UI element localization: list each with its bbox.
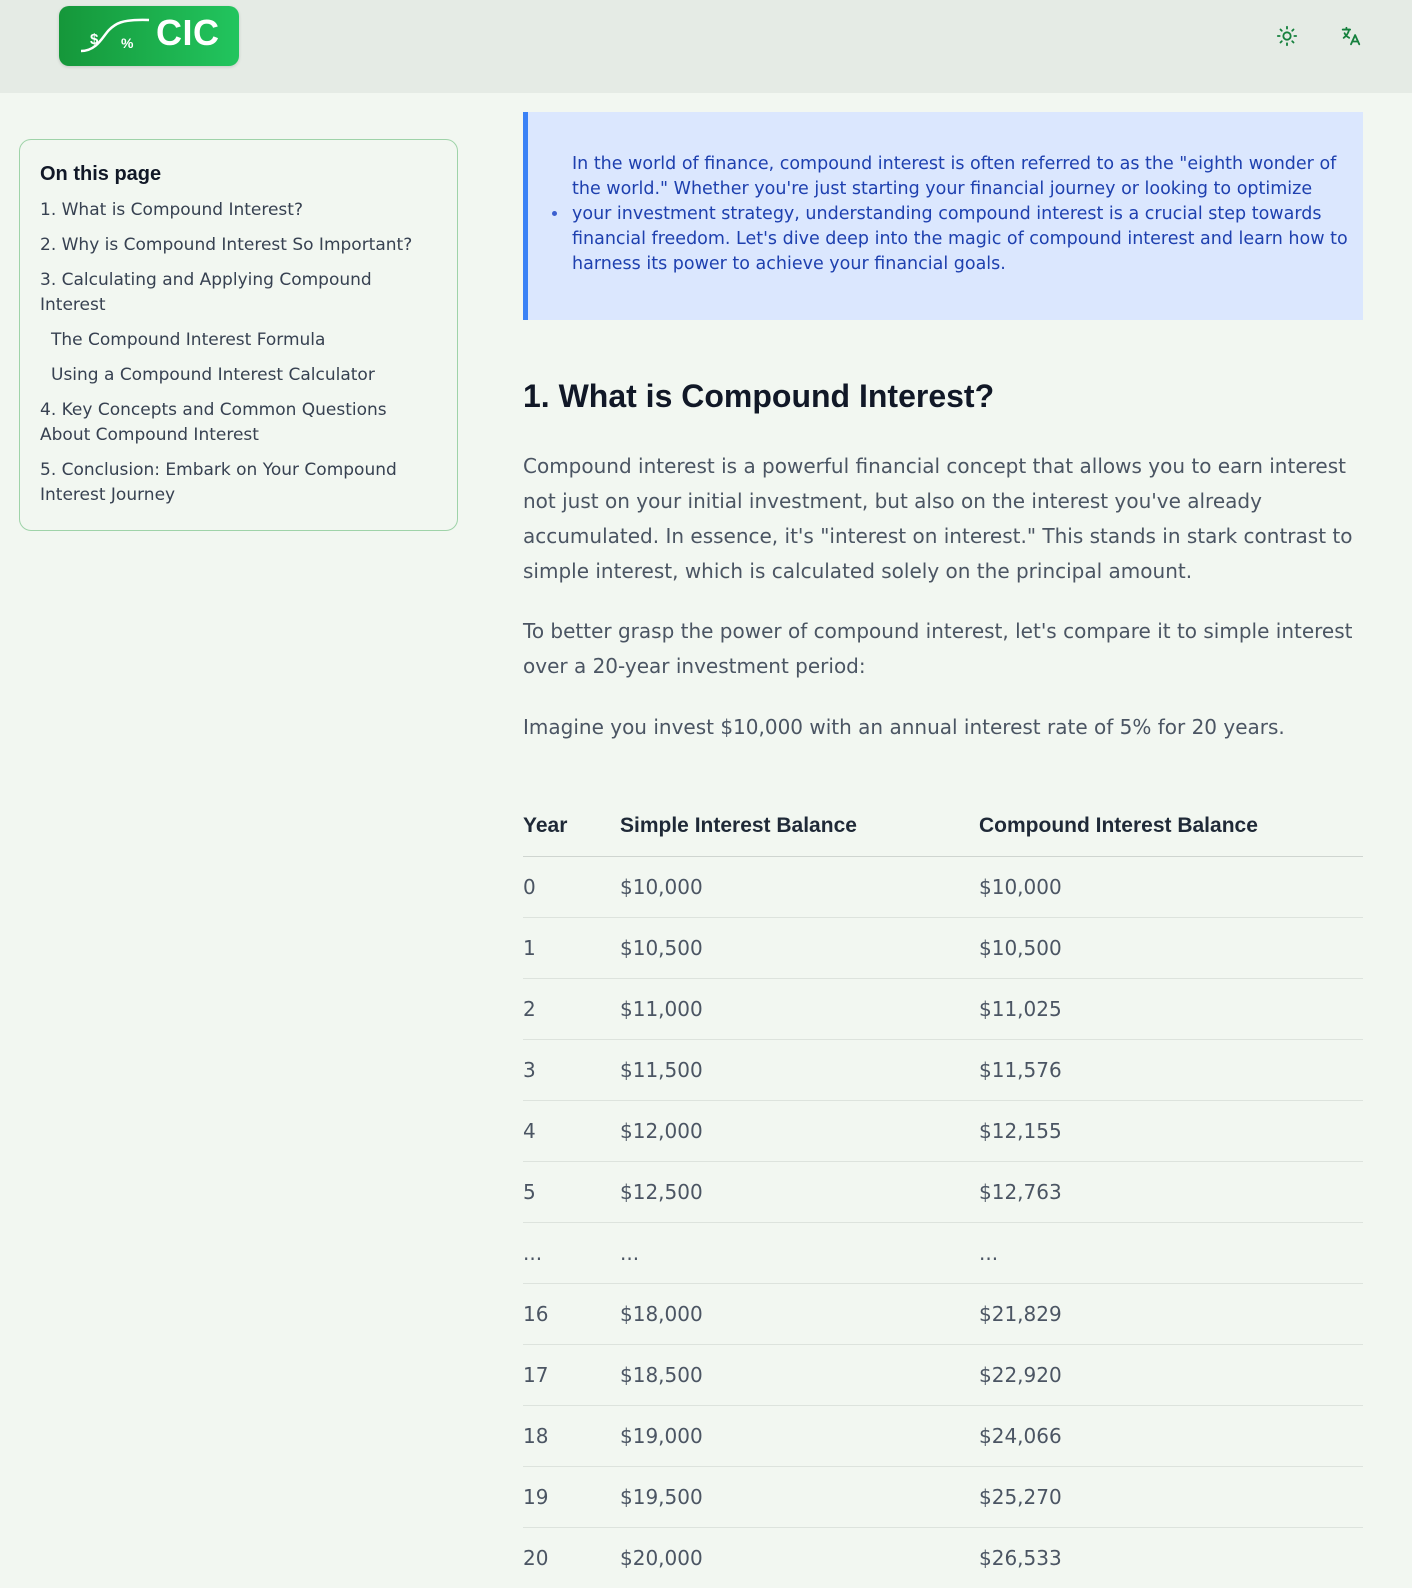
- cell-compound-balance: $22,920: [979, 1344, 1363, 1405]
- svg-text:%: %: [121, 35, 134, 51]
- svg-text:$: $: [90, 31, 99, 48]
- dollar-percent-curve-icon: [59, 6, 159, 66]
- cell-year: 17: [523, 1344, 620, 1405]
- cell-simple-balance: $18,000: [620, 1283, 979, 1344]
- cell-compound-balance: ...: [979, 1222, 1363, 1283]
- cell-compound-balance: $21,829: [979, 1283, 1363, 1344]
- table-row: [523, 856, 1363, 917]
- toc-link-why-important[interactable]: 2. Why is Compound Interest So Important?: [40, 235, 413, 255]
- cell-year: ...: [523, 1222, 620, 1283]
- bullet-icon: [552, 211, 557, 216]
- toc-link-formula[interactable]: The Compound Interest Formula: [51, 330, 326, 350]
- site-header: [0, 0, 1412, 93]
- table-row: [523, 1527, 1363, 1588]
- cell-simple-balance: $12,500: [620, 1161, 979, 1222]
- sun-icon: [1276, 25, 1298, 47]
- section-heading: 1. What is Compound Interest?: [523, 378, 995, 414]
- table-row: [523, 1100, 1363, 1161]
- site-logo[interactable]: [59, 6, 239, 66]
- toc-title: On this page: [40, 163, 162, 185]
- cell-compound-balance: $11,576: [979, 1039, 1363, 1100]
- paragraph: Imagine you invest $10,000 with an annual interest rate of 5% for 20 years.: [523, 715, 1285, 739]
- table-row: [523, 917, 1363, 978]
- cell-year: 2: [523, 978, 620, 1039]
- cell-year: 16: [523, 1283, 620, 1344]
- table-header-row: [523, 796, 1363, 856]
- cell-compound-balance: $24,066: [979, 1405, 1363, 1466]
- column-header-compound: Compound Interest Balance: [979, 796, 1363, 856]
- cell-simple-balance: $11,000: [620, 978, 979, 1039]
- table-row: [523, 1222, 1363, 1283]
- cell-year: 20: [523, 1545, 549, 1570]
- cell-simple-balance: ...: [620, 1222, 979, 1283]
- cell-compound-balance: $10,500: [979, 917, 1363, 978]
- column-header-simple: Simple Interest Balance: [620, 796, 979, 856]
- cell-year: 1: [523, 917, 620, 978]
- toc-link-calculating-applying[interactable]: 3. Calculating and Applying Compound Interest: [40, 270, 372, 315]
- toc-link-calculator[interactable]: Using a Compound Interest Calculator: [51, 365, 375, 385]
- toc-link-what-is-compound-interest[interactable]: 1. What is Compound Interest?: [40, 200, 303, 220]
- cell-year: 19: [523, 1466, 620, 1527]
- table-row: [523, 1161, 1363, 1222]
- cell-compound-balance: $11,025: [979, 978, 1363, 1039]
- cell-simple-balance: $20,000: [620, 1545, 703, 1570]
- cell-simple-balance: $18,500: [620, 1344, 979, 1405]
- table-of-contents: [19, 139, 458, 531]
- table-row: [523, 1283, 1363, 1344]
- table-row: [523, 1344, 1363, 1405]
- language-button[interactable]: [1335, 20, 1367, 52]
- interest-comparison-table: [523, 796, 1363, 1588]
- cell-simple-balance: $19,000: [620, 1405, 979, 1466]
- cell-year: 0: [523, 856, 620, 917]
- cell-simple-balance: $11,500: [620, 1039, 979, 1100]
- cell-compound-balance: $12,763: [979, 1161, 1363, 1222]
- table-row: [523, 1466, 1363, 1527]
- table-row: [523, 978, 1363, 1039]
- theme-toggle-button[interactable]: [1271, 20, 1303, 52]
- cell-compound-balance: $10,000: [979, 856, 1363, 917]
- callout-text: In the world of finance, compound interest is often referred to as the "eighth wonder of the world." Whether you're just starting your financial journey or looking to optimize your investment strategy, understanding compound interest is a crucial step towards financial freedom. Let's dive deep into the magic of compound interest and learn how to harness its power to achieve your financial goals.: [572, 154, 1348, 274]
- logo-text: CIC: [156, 12, 220, 53]
- intro-callout: [523, 112, 1363, 320]
- paragraph: To better grasp the power of compound interest, let's compare it to simple interest over a 20-year investment period:: [523, 619, 1353, 678]
- cell-year: 5: [523, 1161, 620, 1222]
- cell-simple-balance: $10,500: [620, 917, 979, 978]
- cell-compound-balance: $12,155: [979, 1100, 1363, 1161]
- column-header-year: Year: [523, 796, 620, 856]
- translate-icon: [1340, 25, 1362, 47]
- cell-compound-balance: $26,533: [979, 1545, 1062, 1570]
- table-row: [523, 1039, 1363, 1100]
- toc-link-key-concepts[interactable]: 4. Key Concepts and Common Questions About Compound Interest: [40, 400, 387, 445]
- cell-year: 4: [523, 1100, 620, 1161]
- cell-simple-balance: $12,000: [620, 1100, 979, 1161]
- cell-simple-balance: $19,500: [620, 1466, 979, 1527]
- cell-compound-balance: $25,270: [979, 1466, 1363, 1527]
- paragraph: Compound interest is a powerful financial concept that allows you to earn interest not just on your initial investment, but also on the interest you've already accumulated. In essence, it's "interest on interest." This stands in stark contrast to simple interest, which is calculated solely on the principal amount.: [523, 454, 1353, 583]
- cell-simple-balance: $10,000: [620, 856, 979, 917]
- cell-year: 18: [523, 1405, 620, 1466]
- table-row: [523, 1405, 1363, 1466]
- cell-year: 3: [523, 1039, 620, 1100]
- toc-link-conclusion[interactable]: 5. Conclusion: Embark on Your Compound Interest Journey: [40, 460, 397, 505]
